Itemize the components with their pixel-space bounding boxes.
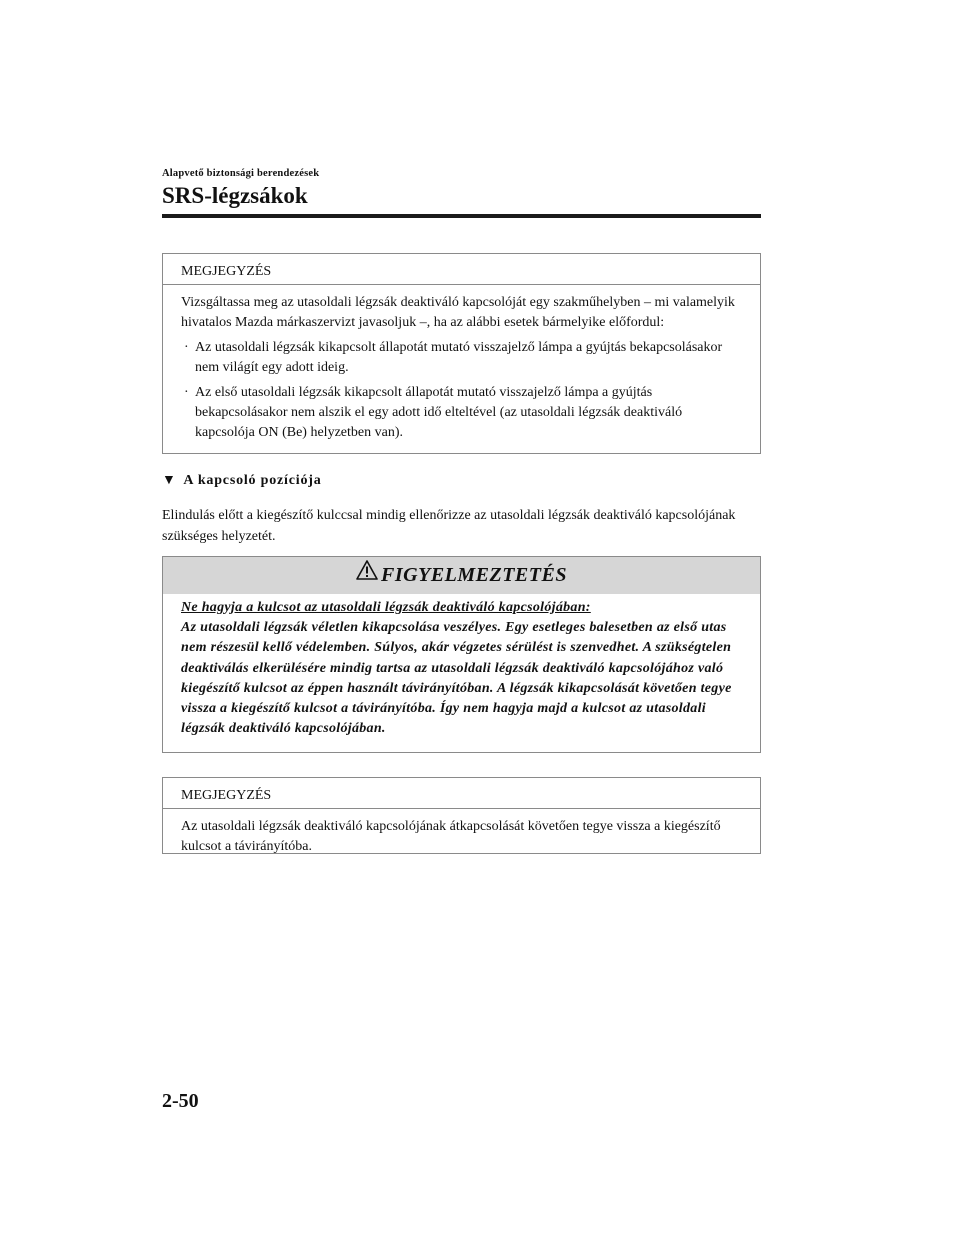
note-heading: MEGJEGYZÉS [163,254,760,285]
subsection-paragraph: Elindulás előtt a kiegészítő kulccsal mindig ellenőrizze az utasoldali légzsák deaktiváló kapcsolójának szükséges helyzetét. [162,508,736,544]
note-box [162,253,761,454]
subsection-title: A kapcsoló pozíciója [183,473,322,488]
page-number: 2-50 [162,1090,199,1112]
note-text: Az utasoldali légzsák deaktiváló kapcsolójának átkapcsolását követően tegye vissza a kiegészítő kulcsot a távirányítóba. [181,819,721,854]
note-bullet-text: Az első utasoldali légzsák kikapcsolt állapotát mutató visszajelző lámpa a gyújtás bekapcsolásakor nem alszik el egy adott idő elteltével (az utasoldali légzsák deaktiváló kapcsolója ON (Be) helyzetben van). [195,385,683,440]
chapter-title: SRS-légzsákok [162,183,308,208]
bullet-dot: · [184,340,189,355]
warning-text: Az utasoldali légzsák véletlen kikapcsolása veszélyes. Egy esetleges balesetben az első utas nem részesül kellő védelemben. Súlyos, akár végzetes sérülést is szenvedhet. A szükségtelen deaktiválás elkerülésére mindig tartsa az utasoldali légzsák deaktiváló kapcsolójához való kiegészítő kulcsot az éppen használt távirányítóban. A légzsák kikapcsolását követően tegye vissza a kiegészítő kulcsot a távirányítóba. Így nem hagyja majd a kulcsot az utasoldali légzsák deaktiváló kapcsolójában. [181,620,732,737]
section-label: Alapvető biztonsági berendezések [162,168,320,179]
warning-header [163,557,760,594]
note-intro: Vizsgáltassa meg az utasoldali légzsák deaktiváló kapcsolóját egy szakműhelyben – mi valamelyik hivatalos Mazda márkaszervizt javasoljuk –, ha az alábbi esetek bármelyike előfordul: [181,295,735,330]
note-bullet-item [181,383,742,443]
title-rule [162,214,761,218]
warning-lead: Ne hagyja a kulcsot az utasoldali légzsák deaktiváló kapcsolójában: [181,600,591,615]
note-box [162,777,761,854]
warning-triangle-icon [356,556,378,593]
warning-heading: FIGYELMEZTETÉS [381,564,567,586]
subsection-heading [162,473,322,489]
warning-body [163,594,760,739]
warning-box [162,556,761,753]
note-heading: MEGJEGYZÉS [163,778,760,809]
triangle-marker-icon: ▼ [162,473,176,488]
bullet-dot: · [184,385,189,400]
note-bullet-item [181,338,742,378]
note-body [163,285,760,453]
note-bullet-text: Az utasoldali légzsák kikapcsolt állapotát mutató visszajelző lámpa a gyújtás bekapcsolásakor nem világít egy adott ideig. [195,340,723,375]
note-body [163,809,760,867]
